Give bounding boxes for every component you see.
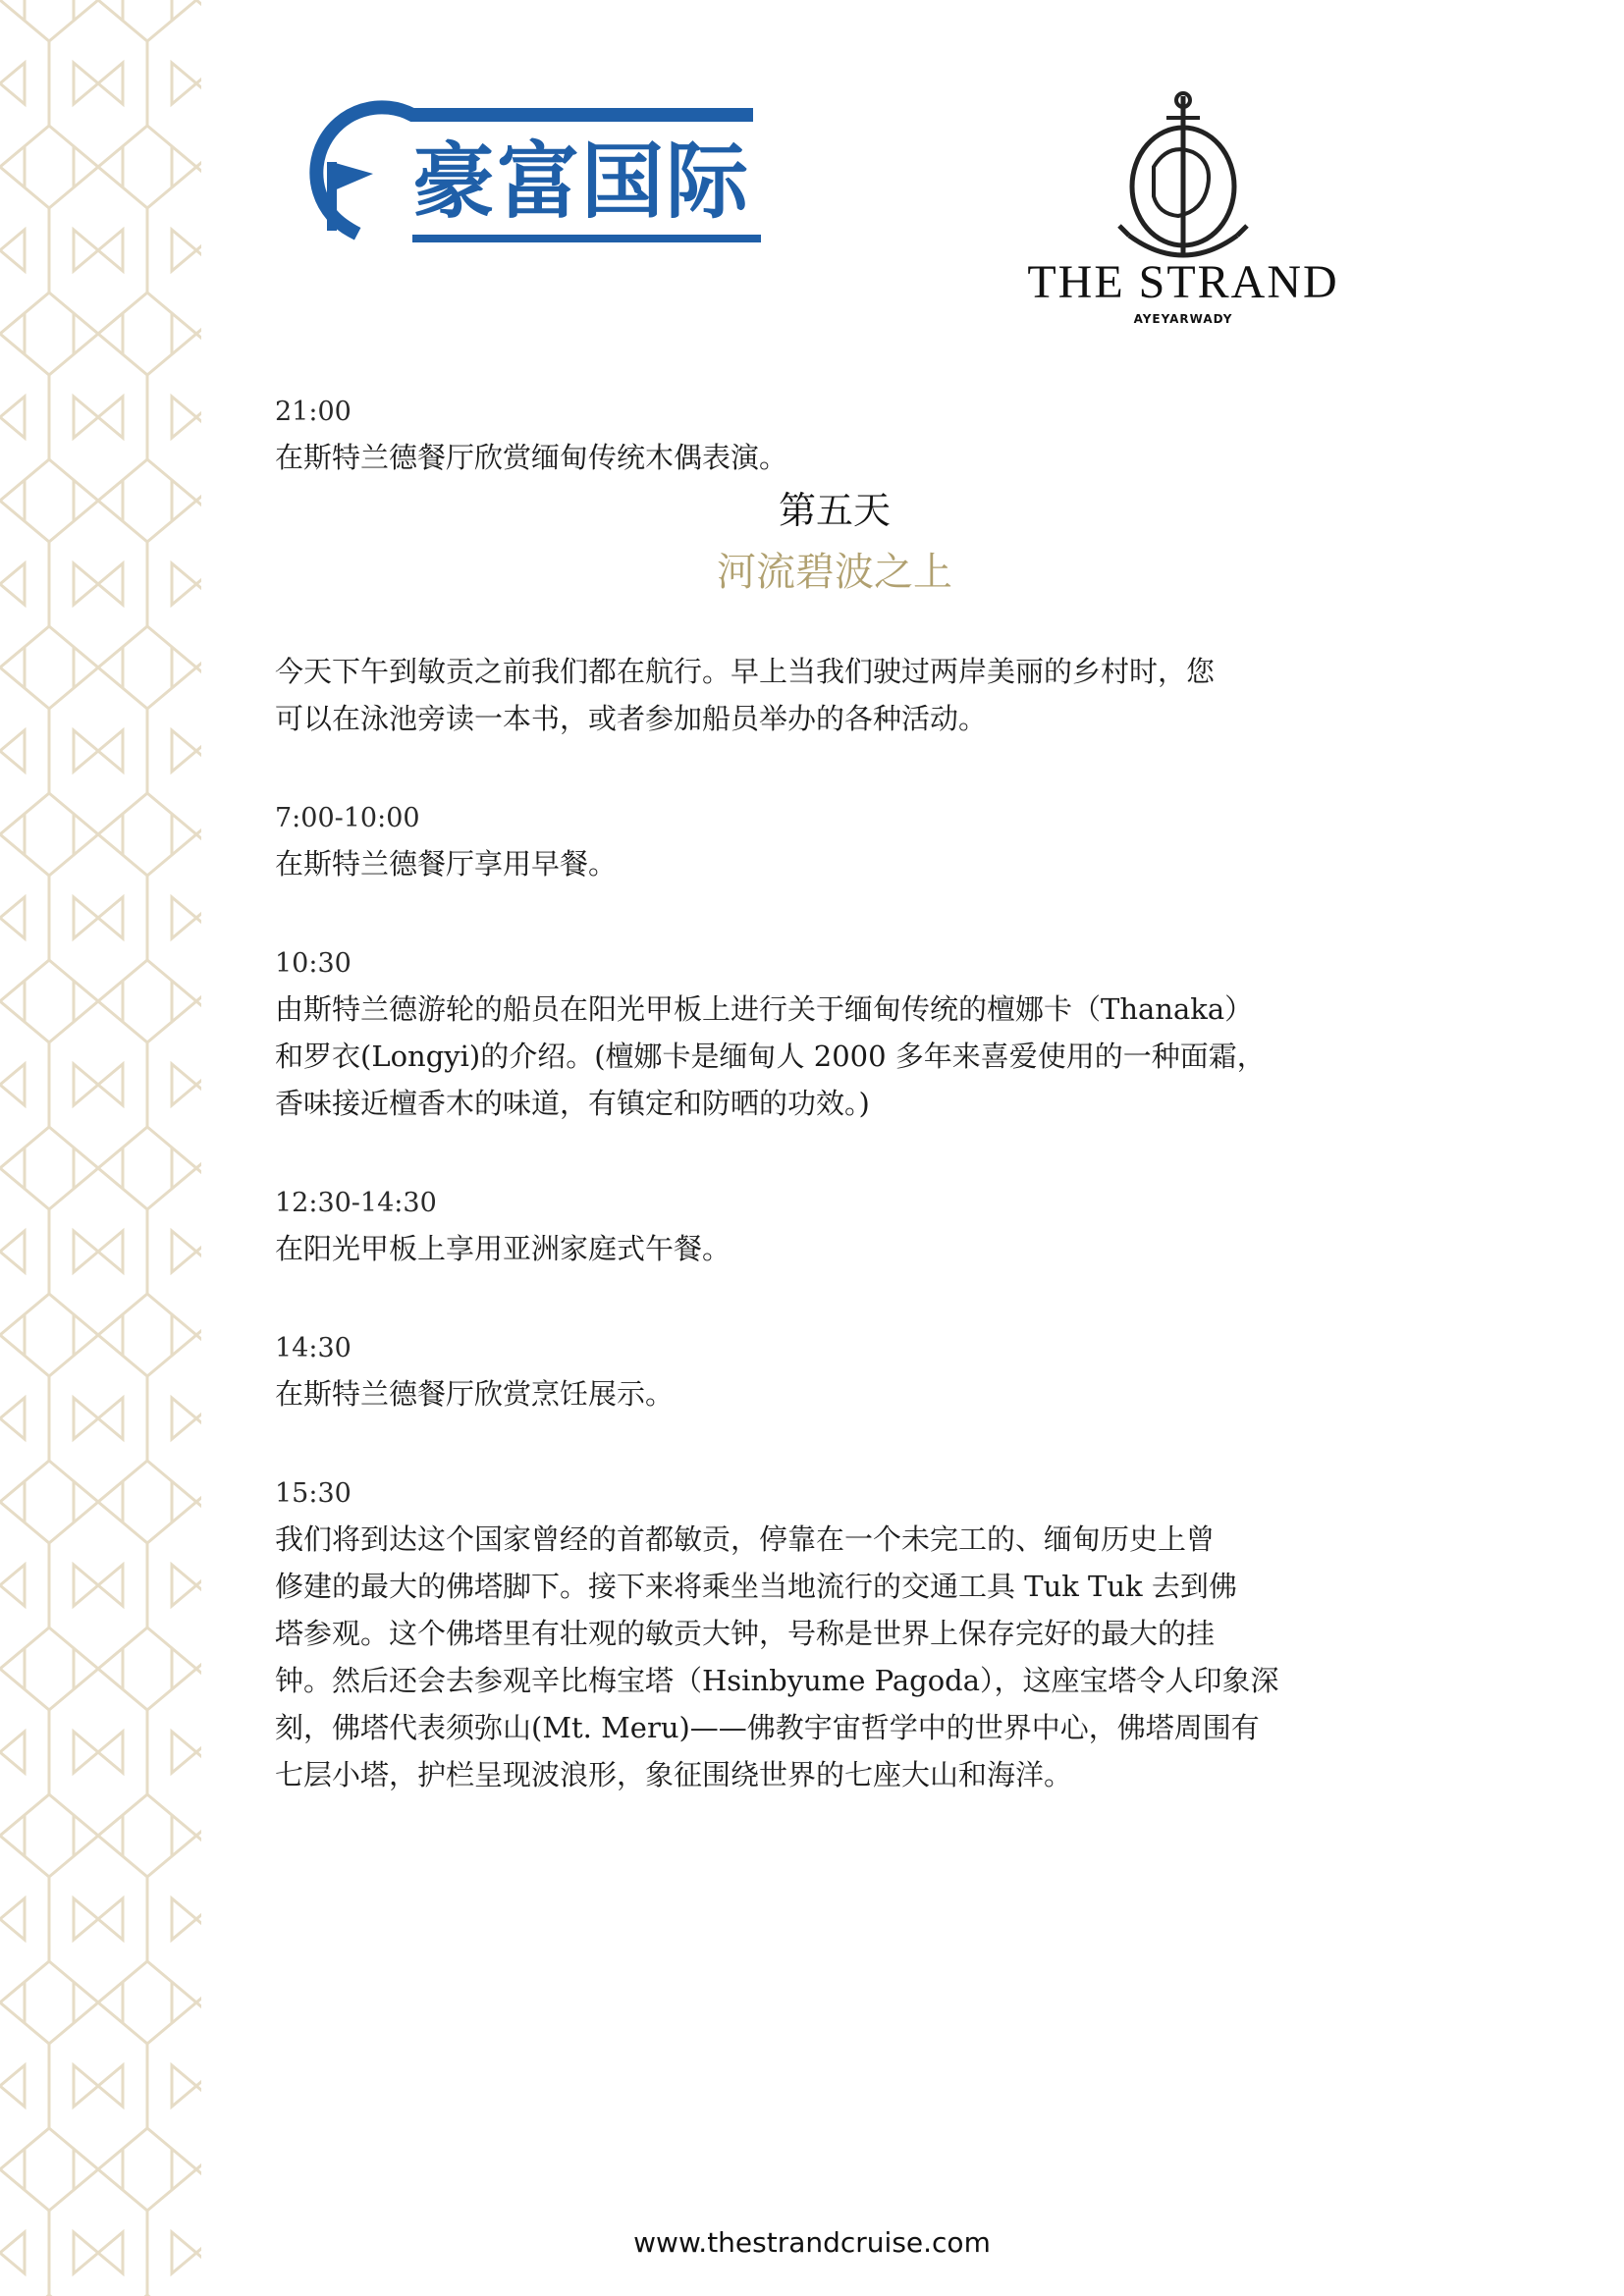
schedule-item [275,797,1394,887]
side-lattice-pattern [0,0,201,2296]
schedule-text: 钟。然后还会去参观辛比梅宝塔（Hsinbyume Pagoda），这座宝塔令人印象深 [275,1664,1279,1697]
schedule-item [275,1327,1394,1417]
schedule-text: 在斯特兰德餐厅欣赏烹饪展示。 [275,1377,675,1411]
brand-logo-left [275,93,785,250]
summary-line: 今天下午到敏贡之前我们都在航行。早上当我们驶过两岸美丽的乡村时，您 [275,655,1216,688]
brand-right-name: THE STRAND [1027,256,1339,308]
summary-line: 可以在泳池旁读一本书，或者参加船员举办的各种活动。 [275,702,988,735]
schedule-text: 七层小塔，护栏呈现波浪形，象征围绕世界的七座大山和海洋。 [275,1758,1073,1791]
schedule-time: 14:30 [275,1333,352,1363]
schedule-time: 15:30 [275,1478,352,1509]
schedule-text: 由斯特兰德游轮的船员在阳光甲板上进行关于缅甸传统的檀娜卡（Thanaka） [275,992,1254,1026]
brand-left-name: 豪富国际 [412,133,751,230]
day-subtitle: 河流碧波之上 [717,550,952,595]
brand-right-sub: AYEYARWADY [1133,312,1233,326]
schedule-text: 我们将到达这个国家曾经的首都敏贡，停靠在一个未完工的、缅甸历史上曾 [275,1522,1216,1556]
day-summary [275,648,1394,742]
schedule-item [275,942,1394,1127]
schedule-text: 塔参观。这个佛塔里有壮观的敏贡大钟，号称是世界上保存完好的最大的挂 [275,1617,1216,1650]
day-title: 第五天 [778,489,891,532]
schedule-time: 7:00-10:00 [275,803,420,833]
brand-logo-right [1021,88,1345,344]
schedule-text: 香味接近檀香木的味道，有镇定和防晒的功效。) [275,1087,870,1120]
footer-url[interactable]: www.thestrandcruise.com [633,2226,991,2259]
event-time: 21:00 [275,397,352,427]
schedule-item [275,1472,1394,1798]
schedule-text: 在阳光甲板上享用亚洲家庭式午餐。 [275,1232,731,1265]
schedule-time: 12:30-14:30 [275,1188,437,1218]
schedule-text: 和罗衣(Longyi)的介绍。(檀娜卡是缅甸人 2000 多年来喜爱使用的一种面霜， [275,1040,1266,1073]
itinerary-content [275,391,1394,1798]
event-text: 在斯特兰德餐厅欣赏缅甸传统木偶表演。 [275,441,788,474]
schedule-text: 刻，佛塔代表须弥山(Mt. Meru)——佛教宇宙哲学中的世界中心，佛塔周围有 [275,1711,1260,1744]
anchor-crest-icon [1021,88,1345,275]
schedule-text: 修建的最大的佛塔脚下。接下来将乘坐当地流行的交通工具 Tuk Tuk 去到佛 [275,1570,1237,1603]
evening-event-block [275,391,1394,481]
schedule-text: 在斯特兰德餐厅享用早餐。 [275,847,618,881]
schedule-item [275,1182,1394,1272]
schedule-time: 10:30 [275,948,352,979]
